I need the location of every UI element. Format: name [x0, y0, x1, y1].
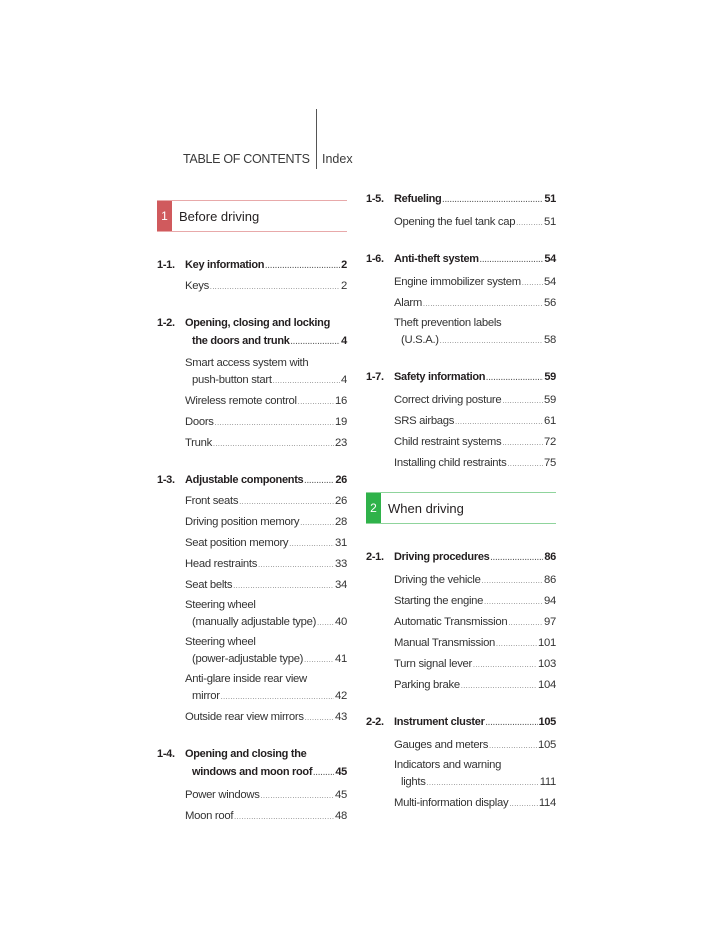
leader-dots	[508, 615, 543, 633]
toc-item[interactable]	[366, 315, 556, 351]
item-label: Steering wheel	[185, 636, 256, 648]
toc-item[interactable]	[366, 412, 556, 432]
leader-dots	[213, 436, 334, 454]
chapter-number: 2	[366, 492, 381, 524]
section-link[interactable]	[157, 314, 347, 332]
page-number: 86	[544, 574, 556, 586]
page-number: 43	[335, 711, 347, 723]
leader-dots	[258, 557, 334, 575]
page-number: 45	[335, 766, 347, 778]
section-code: 1-2.	[157, 317, 175, 329]
page-number: 114	[538, 797, 556, 809]
item-label: Turn signal lever	[394, 658, 472, 670]
page-number: 51	[544, 216, 556, 228]
toc-item[interactable]	[157, 534, 347, 554]
section-title: Opening, closing and locking	[185, 317, 330, 329]
section-link[interactable]	[157, 745, 347, 763]
chapter-rule	[366, 523, 556, 524]
page-number: 97	[544, 616, 556, 628]
leader-dots	[442, 192, 543, 210]
leader-dots	[482, 573, 543, 591]
toc-item[interactable]	[366, 433, 556, 453]
leader-dots	[261, 788, 334, 806]
item-label: Doors	[185, 416, 214, 428]
section-link[interactable]	[366, 713, 556, 733]
section-1-4	[157, 745, 347, 827]
toc-right-column	[366, 190, 556, 831]
leader-dots	[300, 515, 334, 533]
page-number: 59	[544, 394, 556, 406]
leader-dots	[486, 715, 538, 733]
leader-dots	[304, 652, 334, 670]
item-label: Starting the engine	[394, 595, 484, 607]
section-link[interactable]	[157, 471, 347, 491]
page-number: 16	[335, 395, 347, 407]
leader-dots	[239, 494, 334, 512]
leader-dots	[484, 594, 543, 612]
item-label: Seat belts	[185, 579, 233, 591]
toc-item[interactable]	[157, 671, 347, 707]
toc-item[interactable]	[366, 294, 556, 314]
page-number: 23	[335, 437, 347, 449]
section-link-cont[interactable]	[157, 763, 347, 783]
toc-item[interactable]	[157, 513, 347, 533]
toc-item[interactable]	[157, 413, 347, 433]
item-label: Indicators and warning	[394, 759, 502, 771]
leader-dots	[480, 252, 544, 270]
toc-item[interactable]	[157, 634, 347, 670]
chapter-rule	[366, 492, 556, 493]
item-label-cont: (power-adjustable type)	[192, 653, 304, 665]
leader-dots	[210, 279, 340, 297]
item-label: Smart access system with	[185, 357, 309, 369]
page-number: 101	[538, 637, 556, 649]
leader-dots	[461, 678, 537, 696]
leader-dots	[289, 536, 334, 554]
page-number: 86	[544, 551, 556, 563]
toc-item[interactable]	[157, 392, 347, 412]
section-link[interactable]	[366, 548, 556, 568]
item-label-cont: mirror	[192, 690, 220, 702]
chapter-rule	[157, 200, 347, 201]
leader-dots	[522, 275, 543, 293]
page-number: 61	[544, 415, 556, 427]
item-label: Automatic Transmission	[394, 616, 508, 628]
page-number: 28	[335, 516, 347, 528]
page-number: 59	[544, 371, 556, 383]
toc-item[interactable]	[366, 676, 556, 696]
page-number: 2	[341, 280, 347, 292]
section-code: 1-5.	[366, 193, 384, 205]
leader-dots	[489, 738, 537, 756]
toc-item[interactable]	[366, 736, 556, 756]
chapter-rule	[157, 231, 347, 232]
item-label: Power windows	[185, 789, 260, 801]
leader-dots	[473, 657, 537, 675]
item-label: Trunk	[185, 437, 212, 449]
item-label: Seat position memory	[185, 537, 289, 549]
page-number: 26	[335, 495, 347, 507]
toc-item[interactable]	[157, 786, 347, 806]
section-code: 1-1.	[157, 259, 175, 271]
page-number: 4	[341, 335, 347, 347]
toc-item[interactable]	[157, 597, 347, 633]
section-code: 1-6.	[366, 253, 384, 265]
leader-dots	[423, 296, 543, 314]
item-label: Driving the vehicle	[394, 574, 481, 586]
section-code: 1-3.	[157, 474, 175, 486]
page-number: 105	[538, 739, 556, 751]
page-number: 42	[335, 690, 347, 702]
page-number: 48	[335, 810, 347, 822]
toc-left-column	[157, 200, 347, 844]
leader-dots	[291, 334, 341, 352]
item-label: Steering wheel	[185, 599, 256, 611]
page-number: 54	[544, 253, 556, 265]
header-divider	[316, 109, 317, 169]
page-number: 2	[341, 259, 347, 271]
page-number: 56	[544, 297, 556, 309]
section-link[interactable]	[366, 368, 556, 388]
item-label-cont: (manually adjustable type)	[192, 616, 317, 628]
page-number: 19	[335, 416, 347, 428]
page-number: 45	[335, 789, 347, 801]
section-code: 2-1.	[366, 551, 384, 563]
leader-dots	[496, 636, 537, 654]
section-title: Refueling	[394, 193, 442, 205]
item-label-cont: (U.S.A.)	[401, 334, 439, 346]
section-title: Key information	[185, 259, 265, 271]
chapter-1-header[interactable]	[157, 200, 347, 232]
item-label: Correct driving posture	[394, 394, 502, 406]
section-title: Safety information	[394, 371, 486, 383]
item-label: Multi-information display	[394, 797, 509, 809]
page-number: 104	[538, 679, 556, 691]
leader-dots	[502, 435, 543, 453]
section-link[interactable]	[366, 190, 556, 210]
section-1-7	[366, 368, 556, 474]
leader-dots	[509, 796, 538, 814]
leader-dots	[265, 258, 340, 276]
item-label: Theft prevention labels	[394, 317, 502, 329]
leader-dots	[234, 809, 334, 827]
section-link[interactable]	[366, 250, 556, 270]
section-title: Instrument cluster	[394, 716, 485, 728]
item-label: Driving position memory	[185, 516, 300, 528]
leader-dots	[215, 415, 334, 433]
leader-dots	[298, 394, 334, 412]
section-code: 2-2.	[366, 716, 384, 728]
toc-item[interactable]	[157, 355, 347, 391]
item-label: Keys	[185, 280, 209, 292]
page-number: 94	[544, 595, 556, 607]
page-number: 26	[335, 474, 347, 486]
leader-dots	[440, 333, 543, 351]
section-title-cont: windows and moon roof	[192, 766, 313, 778]
toc-item[interactable]	[157, 807, 347, 827]
leader-dots	[305, 710, 334, 728]
toc-item[interactable]	[157, 708, 347, 728]
section-title: Driving procedures	[394, 551, 490, 563]
section-1-5	[366, 190, 556, 233]
toc-item[interactable]	[157, 492, 347, 512]
item-label: SRS airbags	[394, 415, 455, 427]
item-label: Parking brake	[394, 679, 460, 691]
leader-dots	[427, 775, 539, 793]
leader-dots	[233, 578, 334, 596]
toc-item[interactable]	[366, 655, 556, 675]
page-number: 4	[341, 374, 347, 386]
toc-item[interactable]	[366, 592, 556, 612]
page-number: 75	[544, 457, 556, 469]
leader-dots	[486, 370, 543, 388]
section-1-1	[157, 256, 347, 297]
toc-item[interactable]	[366, 213, 556, 233]
item-label: Gauges and meters	[394, 739, 489, 751]
page-number: 54	[544, 276, 556, 288]
chapter-number: 1	[157, 200, 172, 232]
chapter-title: Before driving	[179, 208, 260, 224]
leader-dots	[516, 215, 543, 233]
toc-item[interactable]	[157, 277, 347, 297]
page-number: 58	[544, 334, 556, 346]
item-label-cont: lights	[401, 776, 426, 788]
item-label: Head restraints	[185, 558, 258, 570]
section-title: Opening and closing the	[185, 748, 307, 760]
section-code: 1-7.	[366, 371, 384, 383]
toc-item[interactable]	[157, 434, 347, 454]
toc-item[interactable]	[366, 273, 556, 293]
section-link[interactable]	[157, 256, 347, 276]
index-link[interactable]: Index	[322, 152, 353, 166]
item-label: Installing child restraints	[394, 457, 507, 469]
section-code: 1-4.	[157, 748, 175, 760]
section-title: Anti-theft system	[394, 253, 479, 265]
page-number: 40	[335, 616, 347, 628]
toc-item[interactable]	[366, 634, 556, 654]
page-number: 34	[335, 579, 347, 591]
leader-dots	[455, 414, 543, 432]
leader-dots	[304, 473, 334, 491]
leader-dots	[502, 393, 543, 411]
section-title-cont: the doors and trunk	[192, 335, 290, 347]
chapter-2-header[interactable]	[366, 492, 556, 524]
toc-item[interactable]	[366, 391, 556, 411]
toc-item[interactable]	[366, 454, 556, 474]
section-title: Adjustable components	[185, 474, 304, 486]
page-number: 31	[335, 537, 347, 549]
item-label: Moon roof	[185, 810, 234, 822]
toc-item[interactable]	[157, 576, 347, 596]
leader-dots	[221, 689, 334, 707]
leader-dots	[507, 456, 543, 474]
section-2-1	[366, 548, 556, 696]
item-label: Opening the fuel tank cap	[394, 216, 516, 228]
leader-dots	[490, 550, 543, 568]
item-label: Front seats	[185, 495, 239, 507]
section-1-6	[366, 250, 556, 351]
section-2-2	[366, 713, 556, 814]
toc-item[interactable]	[366, 571, 556, 591]
leader-dots	[313, 765, 334, 783]
item-label: Alarm	[394, 297, 422, 309]
toc-item[interactable]	[157, 555, 347, 575]
page-number: 41	[335, 653, 347, 665]
toc-title[interactable]: TABLE OF CONTENTS	[183, 152, 310, 166]
page-number: 33	[335, 558, 347, 570]
page-number: 72	[544, 436, 556, 448]
item-label: Child restraint systems	[394, 436, 502, 448]
leader-dots	[317, 615, 334, 633]
page-number: 111	[539, 776, 556, 788]
section-1-3	[157, 471, 347, 728]
chapter-title: When driving	[388, 500, 464, 516]
page-number: 51	[544, 193, 556, 205]
leader-dots	[273, 373, 340, 391]
page-number: 103	[538, 658, 556, 670]
page-number: 105	[538, 716, 556, 728]
section-1-2	[157, 314, 347, 454]
item-label-cont: push-button start	[192, 374, 272, 386]
item-label: Anti-glare inside rear view	[185, 673, 307, 685]
toc-item[interactable]	[366, 613, 556, 633]
toc-item[interactable]	[366, 757, 556, 793]
item-label: Outside rear view mirrors	[185, 711, 304, 723]
section-link-cont[interactable]	[157, 332, 347, 352]
item-label: Wireless remote control	[185, 395, 297, 407]
toc-item[interactable]	[366, 794, 556, 814]
item-label: Manual Transmission	[394, 637, 496, 649]
item-label: Engine immobilizer system	[394, 276, 521, 288]
